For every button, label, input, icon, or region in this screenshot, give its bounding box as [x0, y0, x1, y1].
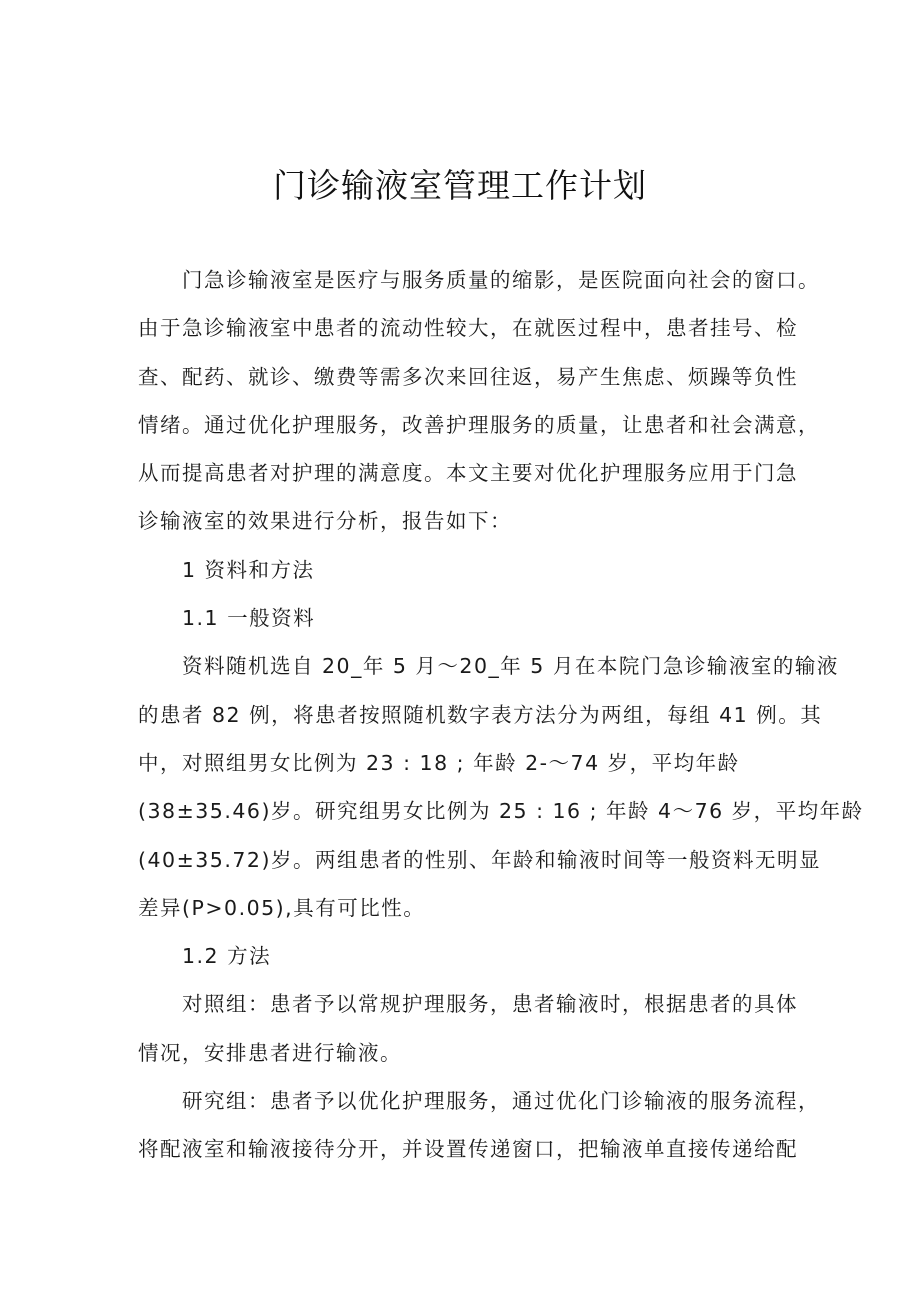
- document-title: 门诊输液室管理工作计划: [273, 166, 647, 205]
- text-line: 对照组：患者予以常规护理服务，患者输液时，根据患者的具体: [182, 992, 798, 1017]
- section-heading-1-2: 1.2 方法: [182, 944, 272, 969]
- text-line: (40±35.72)岁。两组患者的性别、年龄和输液时间等一般资料无明显: [138, 847, 821, 872]
- section-heading-1-1: 1.1 一般资料: [182, 606, 316, 631]
- text-line: 诊输液室的效果进行分析，报告如下：: [138, 509, 512, 534]
- text-line: 情绪。通过优化护理服务，改善护理服务的质量，让患者和社会满意，: [138, 412, 820, 437]
- text-line: 差异(P>0.05),具有可比性。: [138, 895, 426, 920]
- general-data-paragraph: [138, 642, 864, 932]
- section-heading-1: 1 资料和方法: [182, 557, 315, 582]
- text-line: 查、配药、就诊、缴费等需多次来回往返，易产生焦虑、烦躁等负性: [138, 364, 798, 389]
- text-line: 将配液室和输液接待分开，并设置传递窗口，把输液单直接传递给配: [138, 1137, 798, 1162]
- text-line: 研究组：患者予以优化护理服务，通过优化门诊输液的服务流程，: [182, 1089, 820, 1114]
- intro-paragraph: [138, 256, 820, 546]
- control-group-paragraph: [138, 980, 798, 1077]
- text-line: 中，对照组男女比例为 23 : 18 ; 年龄 2-〜74 岁，平均年龄: [138, 750, 740, 775]
- document-body: [138, 256, 864, 1174]
- text-line: 的患者 82 例，将患者按照随机数字表方法分为两组，每组 41 例。其: [138, 702, 823, 727]
- text-line: (38±35.46)岁。研究组男女比例为 25 : 16 ; 年龄 4〜76 岁，平均年龄: [138, 799, 864, 824]
- text-line: 门急诊输液室是医疗与服务质量的缩影，是医院面向社会的窗口。: [182, 268, 820, 292]
- text-line: 由于急诊输液室中患者的流动性较大，在就医过程中，患者挂号、检: [138, 316, 798, 341]
- text-line: 资料随机选自 20_年 5 月〜20_年 5 月在本院门急诊输液室的输液: [182, 654, 839, 679]
- text-line: 情况，安排患者进行输液。: [138, 1040, 402, 1065]
- study-group-paragraph: [138, 1077, 820, 1174]
- text-line: 从而提高患者对护理的满意度。本文主要对优化护理服务应用于门急: [138, 461, 798, 486]
